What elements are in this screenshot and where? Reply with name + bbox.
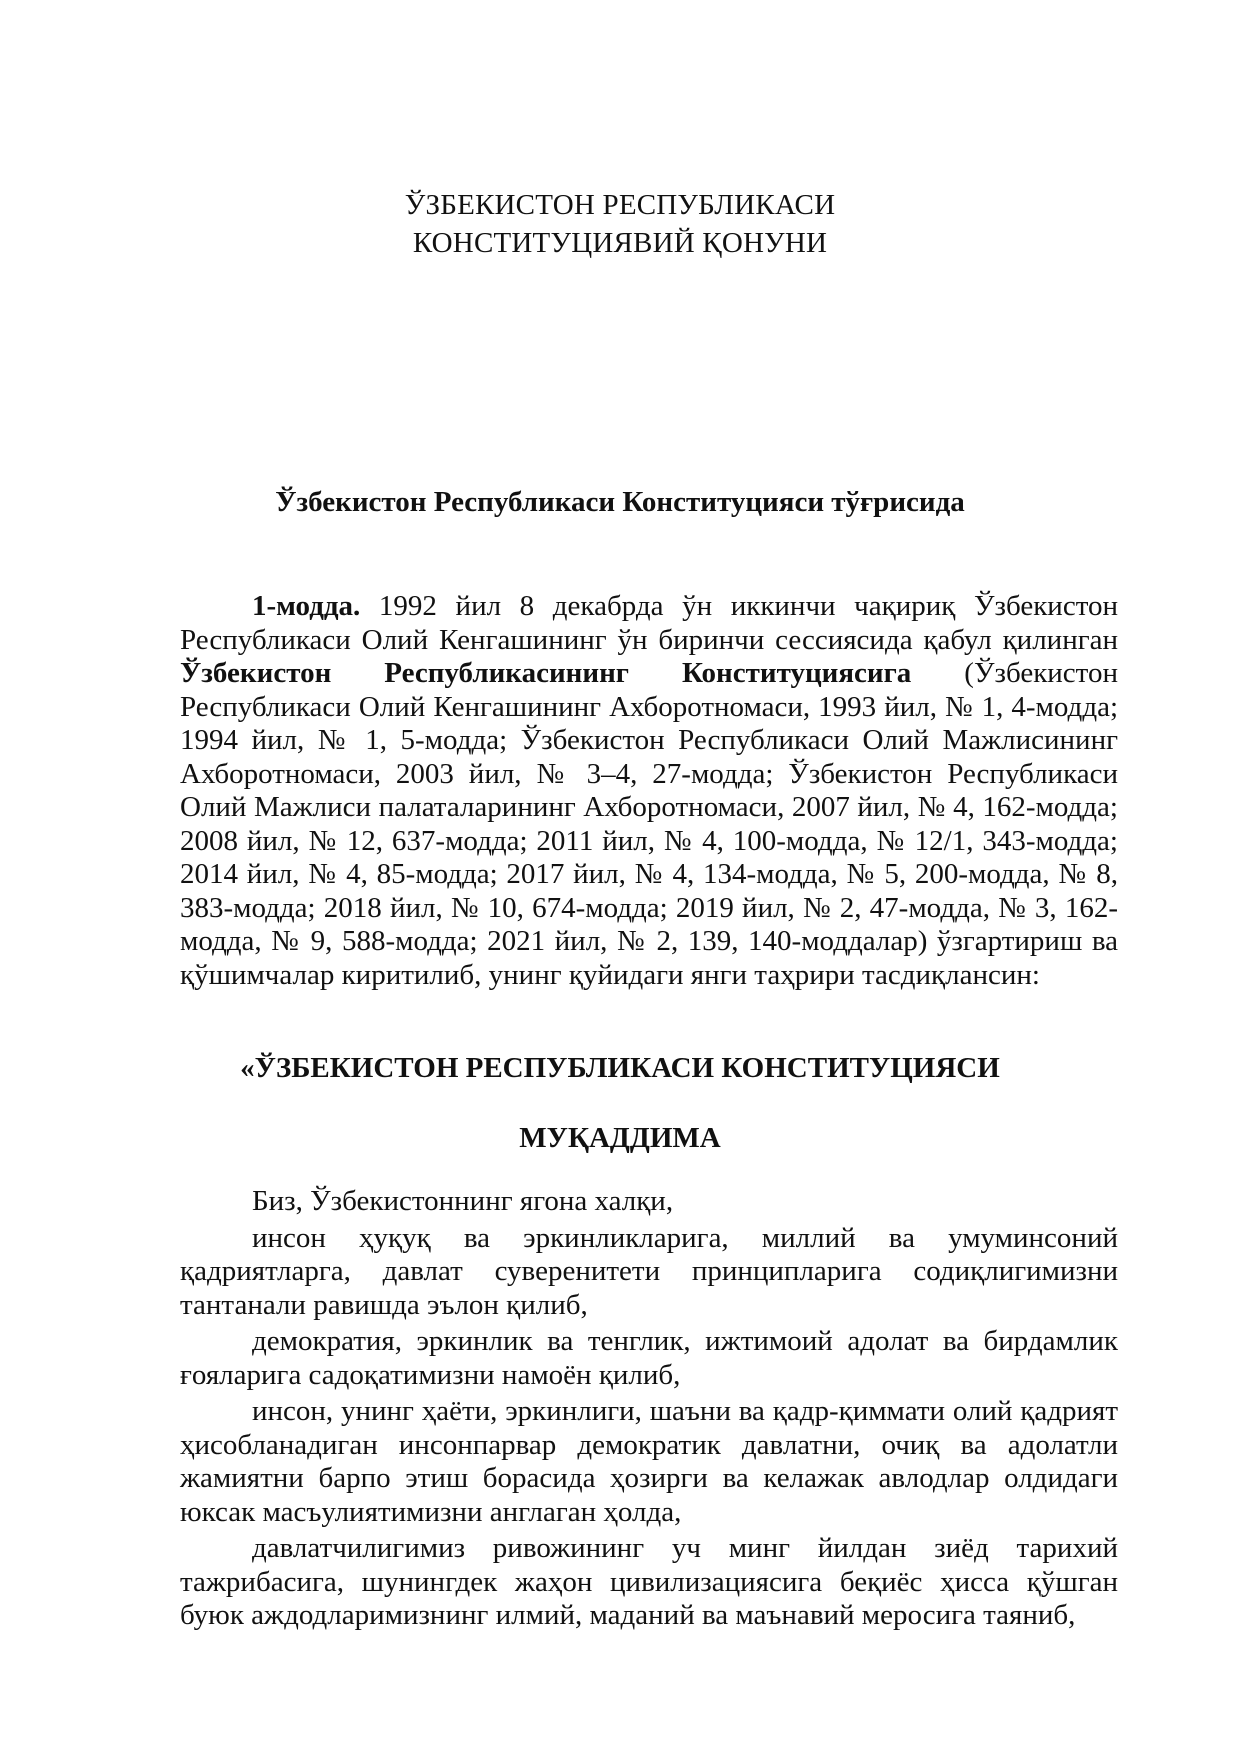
preamble-paragraph: демократия, эркинлик ва тенглик, ижтимоий адолат ва бирдамлик ғояларига садоқатимизни намоён қилиб,: [180, 1325, 1118, 1391]
document-header: [0, 186, 1240, 262]
header-line-2: КОНСТИТУЦИЯВИЙ ҚОНУНИ: [412, 227, 828, 259]
article-1-text-a: 1992 йил 8 декабрда ўн иккинчи чақириқ Ўзбекистон Республикаси Олий Кенгашининг ўн биринчи сессиясида қабул қилинган: [180, 590, 1118, 656]
preamble-paragraph: давлатчилигимиз ривожининг уч минг йилдан зиёд тарихий тажрибасига, шунингдек жаҳон цивилизациясига беқиёс ҳисса қўшган буюк аждодларимизнинг илмий, маданий ва маънавий меросига таяниб,: [180, 1532, 1118, 1631]
preamble-paragraph: инсон ҳуқуқ ва эркинликларига, миллий ва умуминсоний қадриятларга, давлат суверенитети принципларига содиқлигимизни тантанали равишда эълон қилиб,: [180, 1221, 1118, 1321]
article-1: [180, 590, 1118, 992]
header-line-1: ЎЗБЕКИСТОН РЕСПУБЛИКАСИ: [404, 189, 836, 221]
article-1-text-c: (Ўзбекистон Республикаси Олий Кенгашининг Ахборотномаси, 1993 йил, № 1, 4-модда; 1994 йил, № 1, 5-модда; Ўзбекистон Республикаси Олий Мажлисининг Ахборотномаси, 2003 йил, № 3–4, 27-модда; Ўзбекистон Республикаси Олий Мажлиси палаталарининг Ахборотномаси, 2007 йил, № 4, 162-модда; 2008 йил, № 12, 637-модда; 2011 йил, № 4, 100-модда, № 12/1, 343-модда; 2014 йил, № 4, 85-модда; 2017 йил, № 4, 134-модда, № 5, 200-модда, № 8, 383-модда; 2018 йил, № 10, 674-модда; 2019 йил, № 2, 47-модда, № 3, 162-модда, № 9, 588-модда; 2021 йил, № 2, 139, 140-моддалар) ўзгартириш ва қўшимчалар киритилиб, унинг қуйидаги янги таҳрири тасдиқлансин:: [180, 657, 1118, 991]
article-1-label: 1-модда.: [252, 590, 361, 622]
preamble-body: [180, 1185, 1118, 1636]
preamble-paragraph: Биз, Ўзбекистоннинг ягона халқи,: [252, 1185, 674, 1217]
law-title: Ўзбекистон Республикаси Конституцияси тўғрисида: [275, 486, 965, 518]
preamble-title: МУҚАДДИМА: [519, 1122, 721, 1154]
constitution-title: «ЎЗБЕКИСТОН РЕСПУБЛИКАСИ КОНСТИТУЦИЯСИ: [240, 1052, 1000, 1084]
preamble-paragraph: инсон, унинг ҳаёти, эркинлиги, шаъни ва қадр-қиммати олий қадрият ҳисобланадиган инсонпарвар демократик давлатни, очиқ ва адолатли жамиятни барпо этиш борасида ҳозирги ва келажак авлодлар олдидаги юксак масъулиятимизни англаган ҳолда,: [180, 1395, 1118, 1528]
article-1-bold-reference: Ўзбекистон Республикасининг Конституциясига: [180, 657, 912, 689]
